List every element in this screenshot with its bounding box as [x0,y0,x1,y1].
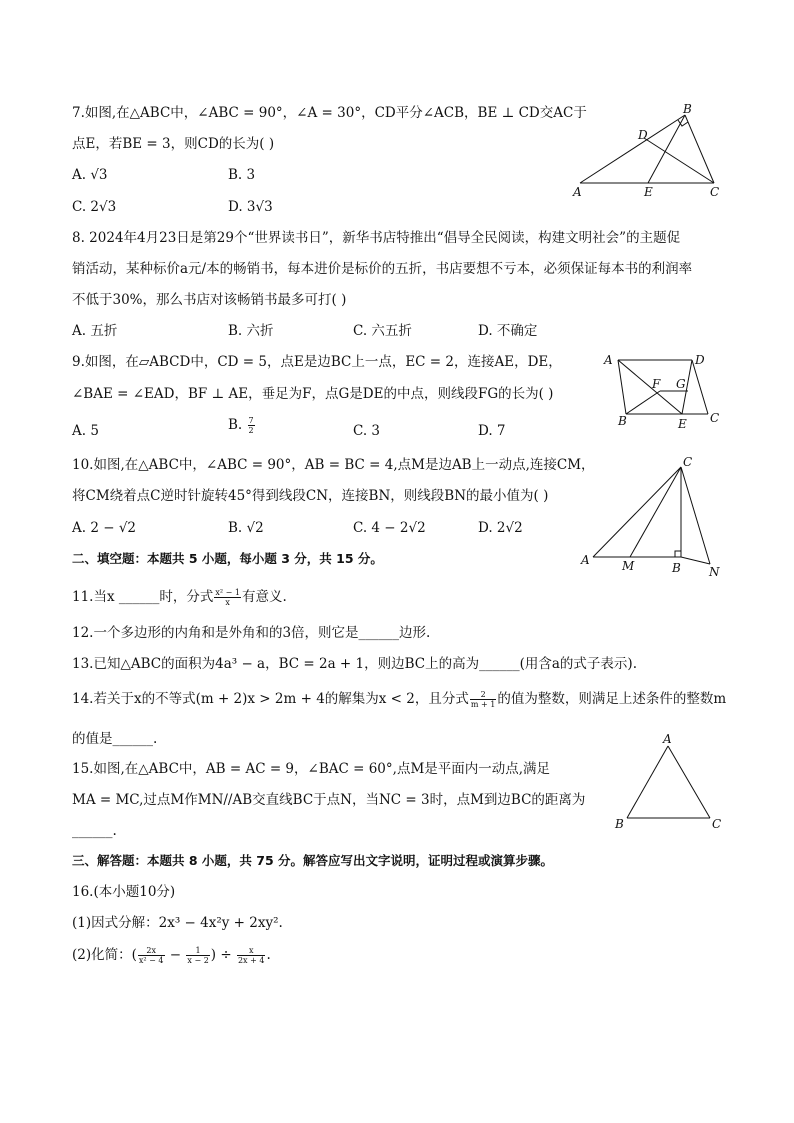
q9-option-b-fraction [248,416,255,435]
q13: 13.已知△ABC的面积为4a³ − a，BC = 2a + 1，则边BC上的高为______(用含a的式子表示). [72,656,637,672]
q9-option-d: D. 7 [478,423,506,439]
q11-after: 有意义. [241,589,287,605]
q14-denominator: m + 1 [470,700,496,709]
q14-fraction [470,690,496,709]
q7-line2: 点E，若BE = 3，则CD的长为( ) [72,136,275,152]
q15-line2: MA = MC,过点M作MN//AB交直线BC于点N，当NC = 3时，点M到边BC的距离为 [72,792,586,808]
q16-minus: − [165,947,186,963]
q8-line1: 8. 2024年4月23日是第29个“世界读书日”，新华书店特推出“倡导全民阅读，构建文明社会”的主题促 [72,230,681,246]
q8-line3: 不低于30%，那么书店对该畅销书最多可打( ) [72,292,347,308]
q8-option-b: B. 六折 [228,323,274,339]
q7-label-a: A [573,185,582,199]
q15-label-a: A [663,732,672,746]
q16-divide: ) ÷ [210,947,236,963]
q10-option-c: C. 4 − 2√2 [353,520,426,536]
q16-end: . [266,947,271,963]
q9-label-c: C [710,411,720,425]
q15-label-b: B [615,817,624,831]
q9-option-a: A. 5 [72,423,99,439]
q10-figure [575,452,725,582]
q8-option-d: D. 不确定 [478,323,538,339]
q7-option-c: C. 2√3 [72,199,117,215]
section-3-heading: 三、解答题：本题共 8 小题，共 75 分。解答应写出文字说明，证明过程或演算步骤。 [72,853,554,868]
q16-part2-prefix: (2)化简：( [72,947,137,963]
q16-f3-denominator: 2x + 4 [237,956,265,965]
q7-figure [570,100,730,200]
q14-line2: 的值是______. [72,731,158,747]
q11-numerator: x² − 1 [215,588,240,597]
q7-label-b: B [683,102,692,116]
q9-option-b-prefix: B. [228,417,243,433]
q8-line2: 销活动，某种标价a元/本的畅销书，每本进价是标价的五折，书店要想不亏本，必须保证每本书的利润率 [72,261,693,277]
q14-line1 [72,690,726,709]
q10-label-c: C [683,455,693,469]
q10-line1: 10.如图,在△ABC中，∠ABC = 90°，AB = BC = 4,点M是边AB上一动点,连接CM， [72,457,595,473]
q7-label-c: C [710,185,720,199]
q15-line1: 15.如图,在△ABC中，AB = AC = 9，∠BAC = 60°,点M是平面内一动点,满足 [72,761,551,777]
q9-option-b-denominator: 2 [248,426,254,435]
q9-line1: 9.如图，在▱ABCD中，CD = 5，点E是边BC上一点，EC = 2，连接AE，DE， [72,354,562,370]
q16-fraction-1 [138,946,165,965]
q16-f2-denominator: x − 2 [187,956,209,965]
q7-option-a: A. √3 [72,167,108,183]
q16-part1: (1)因式分解：2x³ − 4x²y + 2xy². [72,915,283,931]
q16-part2 [72,946,271,965]
q9-label-f: F [652,377,661,391]
q10-label-a: A [581,553,590,567]
q16-f2-numerator: 1 [186,946,209,956]
q16-fraction-2 [186,946,209,965]
section-2-heading: 二、填空题：本题共 5 小题，每小题 3 分，共 15 分。 [72,551,383,566]
q16-f1-denominator: x² − 4 [138,956,164,965]
q15-line3: ______. [72,823,117,839]
q9-label-g: G [676,377,686,391]
q7-option-d: D. 3√3 [228,199,273,215]
q10-option-b: B. √2 [228,520,264,536]
q16-f1-numerator: 2x [138,946,165,956]
q10-option-d: D. 2√2 [478,520,523,536]
q9-label-a: A [604,353,613,367]
q8-option-c: C. 六五折 [353,323,412,339]
q15-label-c: C [712,817,722,831]
q9-option-b-numerator: 7 [248,416,254,425]
q7-label-d: D [638,128,648,142]
q11-denominator: x [225,598,230,607]
q11-fraction [214,588,241,607]
q16-title: 16.(本小题10分) [72,884,176,900]
q10-line2: 将CM绕着点C逆时针旋转45°得到线段CN，连接BN，则线段BN的最小值为( ) [72,488,549,504]
q14-numerator: 2 [470,690,496,700]
q16-fraction-3 [237,946,265,965]
q11 [72,588,287,607]
q7-option-b: B. 3 [228,167,256,183]
q10-label-n: N [709,565,720,579]
q9-label-d: D [695,353,705,367]
q9-option-b [228,416,256,435]
q12: 12.一个多边形的内角和是外角和的3倍，则它是______边形. [72,625,431,641]
q8-option-a: A. 五折 [72,323,118,339]
q10-label-b: B [672,561,681,575]
q9-line2: ∠BAE = ∠EAD，BF ⊥ AE，垂足为F，点G是DE的中点，则线段FG的长为( ) [72,386,554,402]
q15-figure [610,728,730,834]
q16-f3-numerator: x [237,946,265,956]
q11-before: 11.当x ______时，分式 [72,589,214,605]
q9-figure [598,348,728,430]
q14-after: 的值为整数，则满足上述条件的整数m [497,691,727,707]
q10-label-m: M [622,559,635,573]
q10-option-a: A. 2 − √2 [72,520,137,536]
q9-label-b: B [618,414,627,428]
q9-label-e: E [678,417,687,430]
q9-option-c: C. 3 [353,423,381,439]
q7-label-e: E [644,185,653,199]
q14-before: 14.若关于x的不等式(m + 2)x > 2m + 4的解集为x < 2，且分式 [72,691,469,707]
q7-line1: 7.如图,在△ABC中，∠ABC = 90°，∠A = 30°，CD平分∠ACB，BE ⊥ CD交AC于 [72,105,587,121]
